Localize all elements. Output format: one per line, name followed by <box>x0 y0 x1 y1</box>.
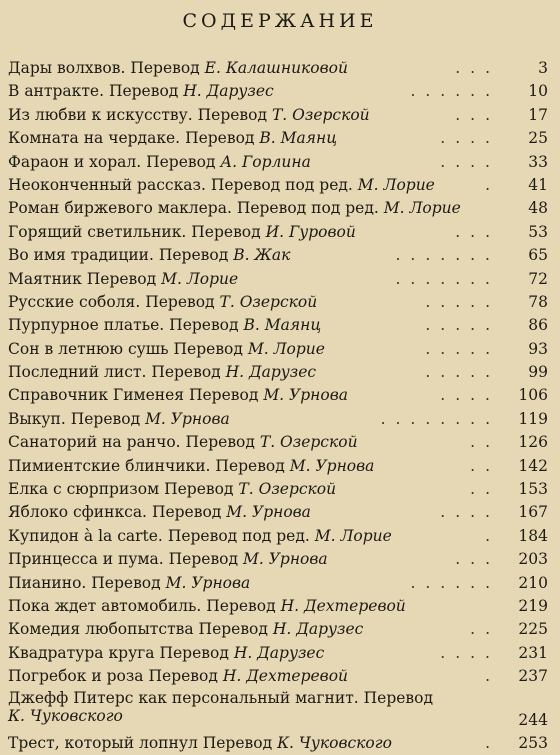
entry-page: 219 <box>518 596 548 615</box>
leader-dots: ....... <box>395 269 500 288</box>
leader-dots: ...... <box>410 82 500 101</box>
leader-dots: .... <box>440 503 500 522</box>
entry-page: 86 <box>528 316 548 335</box>
toc-entry <box>8 80 548 103</box>
entry-title: Квадратура круга <box>8 643 155 662</box>
entry-title: Маятник <box>8 269 82 288</box>
entry-translator: М. Урнова <box>226 503 311 522</box>
entry-page: 184 <box>518 526 548 545</box>
entry-page: 142 <box>518 456 548 475</box>
entry-page: 99 <box>528 363 548 382</box>
entry-page: 253 <box>518 733 548 752</box>
entry-translator: К. Чуковского <box>277 733 392 752</box>
entry-title: Выкуп. <box>8 409 66 428</box>
entry-text <box>8 338 325 361</box>
entry-translator: М. Урнова <box>242 550 328 569</box>
entry-text <box>8 665 348 688</box>
entry-title: Джефф Питерс как персональный магнит. <box>8 688 359 707</box>
leader-dots: .... <box>440 129 500 148</box>
toc-entry <box>8 127 548 150</box>
entry-page: 167 <box>518 503 548 522</box>
entry-title: Погребок и роза <box>8 667 144 686</box>
entry-page: 93 <box>528 339 548 358</box>
entry-text <box>8 689 433 725</box>
entry-translator: М. Урнова <box>289 456 375 475</box>
leader-dots: ... <box>455 59 500 77</box>
entry-lead: Перевод <box>164 480 234 499</box>
entry-text <box>8 384 348 407</box>
toc-entry <box>8 501 548 524</box>
entry-lead: Перевод <box>168 550 239 569</box>
toc-entry <box>8 268 548 291</box>
entry-text <box>8 221 356 244</box>
entry-page: 203 <box>518 550 548 569</box>
entry-text <box>8 455 374 478</box>
leader-dots: ... <box>455 550 500 569</box>
toc-entry <box>8 314 548 337</box>
entry-title: Пока ждет автомобиль. <box>8 596 202 615</box>
entry-title: В антракте. <box>8 82 104 101</box>
entry-lead: Перевод <box>70 409 141 428</box>
toc-entry <box>8 548 548 571</box>
toc-entry <box>8 455 548 478</box>
entry-title: Купидон à la carte. <box>8 526 163 545</box>
entry-page: 244 <box>518 710 548 729</box>
entry-lead: Перевод <box>215 456 285 475</box>
entry-lead: Перевод <box>202 733 273 752</box>
leader-dots: ........ <box>380 409 500 428</box>
entry-title: Роман биржевого маклера. <box>8 199 232 218</box>
entry-lead: Перевод <box>169 316 239 335</box>
entry-translator: В. Маянц <box>243 316 322 335</box>
leader-dots: .... <box>440 152 500 171</box>
leader-dots: . <box>485 733 500 752</box>
entry-lead: Перевод <box>188 386 259 405</box>
entry-title: Комедия любопытства <box>8 620 194 639</box>
entry-title: Горящий светильник. <box>8 222 187 241</box>
entry-translator: М. Лорие <box>247 339 325 358</box>
entry-text <box>8 642 324 665</box>
entry-page: 78 <box>528 292 548 311</box>
entry-text <box>8 572 250 595</box>
toc-entry <box>8 151 548 174</box>
entry-translator: М. Урнова <box>145 409 230 428</box>
entry-text <box>8 732 392 755</box>
toc-entry <box>8 244 548 267</box>
toc-entry <box>8 431 548 454</box>
leader-dots: . <box>485 526 500 545</box>
entry-text <box>8 361 316 384</box>
entry-text <box>8 57 348 80</box>
entry-translator: В. Маянц <box>259 129 338 148</box>
toc-entry <box>8 104 548 127</box>
entry-text <box>8 525 392 548</box>
toc-entry <box>8 174 548 197</box>
entry-page: 25 <box>528 129 548 148</box>
toc-entry <box>8 361 548 384</box>
entry-text <box>8 431 358 454</box>
entry-lead: Перевод <box>363 688 434 707</box>
entry-page: 53 <box>528 222 548 241</box>
entry-lead: Перевод <box>159 643 229 662</box>
entry-translator: Н. Дарузес <box>183 82 274 101</box>
toc-entry <box>8 732 548 755</box>
entry-lead: Перевод <box>91 573 161 592</box>
toc-entry <box>8 478 548 501</box>
entry-text <box>8 314 321 337</box>
entry-lead: Перевод <box>86 269 157 288</box>
entry-page: 3 <box>538 59 548 77</box>
entry-title: Комната на чердаке. <box>8 129 181 148</box>
entry-text <box>8 151 311 174</box>
entry-lead: Перевод <box>185 433 255 452</box>
entry-translator: Н. Дарузес <box>272 620 364 639</box>
toc-entry <box>8 642 548 665</box>
entry-translator: М. Урнова <box>165 573 251 592</box>
entry-page: 10 <box>528 82 548 101</box>
entry-page: 72 <box>528 269 548 288</box>
entry-title: Справочник Гименея <box>8 386 185 405</box>
entry-translator: К. Чуковского <box>8 706 123 725</box>
entry-title: Последний лист. <box>8 363 147 382</box>
entry-lead: Перевод под ред. <box>210 175 353 194</box>
toc-entry <box>8 384 548 407</box>
entry-text <box>8 501 311 524</box>
page-title: СОДЕРЖАНИЕ <box>182 10 378 32</box>
entry-page: 119 <box>518 409 548 428</box>
entry-text <box>8 618 363 641</box>
leader-dots: .. <box>470 620 500 639</box>
entry-text <box>8 244 290 267</box>
entry-title: Санаторий на ранчо. <box>8 433 181 452</box>
toc-entry <box>8 618 548 641</box>
entry-lead: Перевод под ред. <box>236 199 379 218</box>
entry-translator: И. Гуровой <box>265 222 356 241</box>
entry-title: Трест, который лопнул <box>8 733 198 752</box>
entry-translator: Н. Дехтеревой <box>280 596 406 615</box>
toc-entry <box>8 665 548 688</box>
entry-translator: Н. Дарузес <box>225 363 317 382</box>
leader-dots: .... <box>440 386 500 405</box>
entry-title: Дары волхвов. <box>8 59 126 77</box>
entry-lead: Перевод <box>108 82 179 101</box>
entry-page: 48 <box>528 199 548 218</box>
entry-title: Неоконченный рассказ. <box>8 175 206 194</box>
toc-entry <box>8 689 548 732</box>
leader-dots: ...... <box>410 573 500 592</box>
entry-translator: А. Горлина <box>220 152 311 171</box>
entry-translator: М. Лорие <box>357 175 435 194</box>
toc-entry <box>8 595 548 618</box>
entry-text <box>8 595 406 618</box>
entry-text <box>8 127 337 150</box>
entry-text <box>8 478 336 501</box>
entry-lead: Перевод <box>146 152 216 171</box>
toc-entry <box>8 291 548 314</box>
entry-lead: Перевод <box>198 620 268 639</box>
entry-text <box>8 104 370 127</box>
leader-dots: ..... <box>425 292 500 311</box>
entry-title: Яблоко сфинкса. <box>8 503 147 522</box>
entry-text <box>8 268 238 291</box>
entry-translator: Т. Озерской <box>219 292 318 311</box>
entry-page: 33 <box>528 152 548 171</box>
contents-list <box>8 57 548 755</box>
entry-lead: Перевод <box>197 105 268 124</box>
entry-title: Сон в летнюю сушь <box>8 339 169 358</box>
entry-title: Пимиентские блинчики. <box>8 456 211 475</box>
entry-translator: Е. Калашниковой <box>204 59 348 77</box>
entry-title: Из любви к искусству. <box>8 105 193 124</box>
leader-dots: .. <box>470 433 500 452</box>
entry-page: 153 <box>518 480 548 499</box>
entry-page: 41 <box>528 175 548 194</box>
toc-entry <box>8 408 548 431</box>
entry-text <box>8 291 317 314</box>
entry-lead: Перевод <box>191 222 261 241</box>
entry-page: 17 <box>528 105 548 124</box>
entry-text <box>8 80 274 103</box>
leader-dots: .... <box>440 643 500 662</box>
leader-dots: ..... <box>425 363 500 382</box>
leader-dots: .. <box>470 480 500 499</box>
entry-page: 126 <box>518 433 548 452</box>
entry-translator: В. Жак <box>233 246 291 265</box>
leader-dots: . <box>485 667 500 686</box>
entry-lead: Перевод <box>151 363 221 382</box>
entry-page: 106 <box>518 386 548 405</box>
entry-text <box>8 174 435 197</box>
toc-entry <box>8 572 548 595</box>
entry-translator: Т. Озерской <box>259 433 358 452</box>
leader-dots: ....... <box>395 246 500 265</box>
entry-lead: Перевод <box>158 246 229 265</box>
entry-lead: Перевод <box>206 596 276 615</box>
entry-lead: Перевод <box>173 339 243 358</box>
toc-entry <box>8 525 548 548</box>
leader-dots: . <box>485 175 500 194</box>
toc-entry <box>8 57 548 80</box>
entry-page: 210 <box>518 573 548 592</box>
entry-page: 237 <box>518 667 548 686</box>
entry-text <box>8 197 461 220</box>
entry-translator: Н. Дехтеревой <box>222 667 349 686</box>
leader-dots: ..... <box>425 316 500 335</box>
entry-translator: Т. Озерской <box>238 480 337 499</box>
leader-dots: ... <box>455 105 500 124</box>
entry-text <box>8 408 230 431</box>
leader-dots: .. <box>470 456 500 475</box>
entry-title: Русские соболя. <box>8 292 141 311</box>
entry-page: 225 <box>518 620 548 639</box>
toc-entry <box>8 197 548 220</box>
entry-translator: М. Лорие <box>383 199 461 218</box>
entry-page: 65 <box>528 246 548 265</box>
toc-entry <box>8 221 548 244</box>
entry-title: Пианино. <box>8 573 87 592</box>
entry-title: Во имя традиции. <box>8 246 154 265</box>
leader-dots: ..... <box>425 339 500 358</box>
entry-title: Пурпурное платье. <box>8 316 165 335</box>
leader-dots: ... <box>455 222 500 241</box>
entry-translator: М. Урнова <box>263 386 348 405</box>
entry-translator: Н. Дарузес <box>233 643 325 662</box>
entry-translator: М. Лорие <box>161 269 239 288</box>
entry-text <box>8 548 328 571</box>
entry-lead: Перевод под ред. <box>167 526 310 545</box>
entry-lead: Перевод <box>151 503 222 522</box>
entry-lead: Перевод <box>130 59 200 77</box>
entry-translator: М. Лорие <box>314 526 392 545</box>
entry-lead: Перевод <box>145 292 215 311</box>
entry-title: Принцесса и пума. <box>8 550 164 569</box>
entry-title: Елка с сюрпризом <box>8 480 160 499</box>
entry-lead: Перевод <box>148 667 218 686</box>
entry-translator: Т. Озерской <box>271 105 370 124</box>
toc-entry <box>8 338 548 361</box>
entry-page: 231 <box>518 643 548 662</box>
entry-lead: Перевод <box>185 129 255 148</box>
entry-title: Фараон и хорал. <box>8 152 142 171</box>
